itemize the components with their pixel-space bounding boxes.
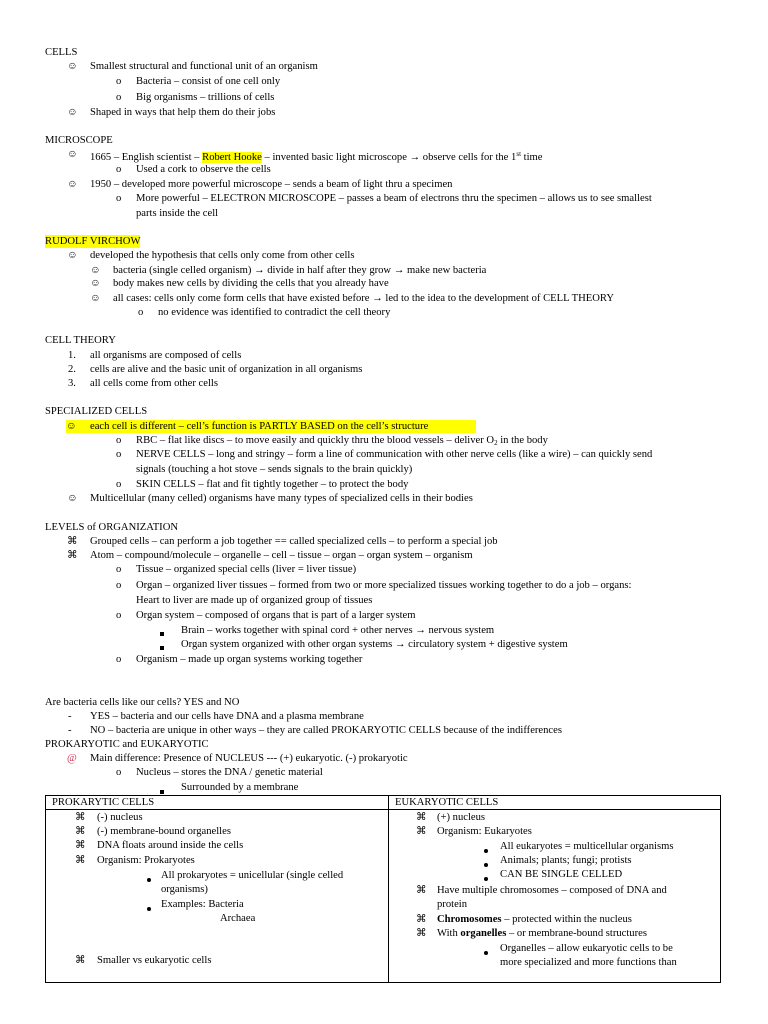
- euk-item: (+) nucleus: [437, 812, 486, 823]
- theory-item-2: cells are alive and the basic unit of organization in all organisms: [90, 364, 363, 375]
- command-key-icon: ⌘: [75, 826, 86, 837]
- prok-sub-item: Examples: Bacteria: [161, 899, 244, 910]
- levels-organism: Organism – made up organ systems working together: [136, 654, 363, 665]
- levels-organ-systems: Organ system organized with other organ systems → circulatory system + digestive system: [181, 639, 568, 650]
- euk-item: protein: [437, 899, 468, 910]
- prok-item: Organism: Prokaryotes: [97, 855, 195, 866]
- specialized-nerve-line1: NERVE CELLS – long and stringy – form a line of communication with other nerve cells (like a wire) – can quickly send: [136, 449, 653, 460]
- euk-sub-item: more specialized and more functions than: [500, 957, 677, 968]
- theory-item-3: all cells come from other cells: [90, 378, 218, 389]
- specialized-rbc: RBC – flat like discs – to move easily and quickly thru the blood vessels – deliver $O_2$ in the body: [136, 435, 548, 447]
- hollow-bullet-icon: o: [116, 610, 122, 621]
- levels-organ-line1: Organ – organized liver tissues – formed from two or more specialized tissues working together to do a job – organs:: [136, 580, 632, 591]
- smiley-icon: ☺: [90, 265, 101, 276]
- hollow-bullet-icon: o: [138, 307, 144, 318]
- prok-sub-item: organisms): [161, 884, 208, 895]
- levels-tissue: Tissue – organized special cells (liver = liver tissue): [136, 564, 357, 575]
- euk-sub-item: CAN BE SINGLE CELLED: [500, 869, 623, 880]
- euk-item: Have multiple chromosomes – composed of DNA and: [437, 885, 667, 896]
- bacteria-yes: YES – bacteria and our cells have DNA and a plasma membrane: [90, 711, 364, 722]
- euk-sub-item: Organelles – allow eukaryotic cells to be: [500, 943, 673, 954]
- prok-sub-item: All prokaryotes = unicellular (single celled: [161, 870, 344, 881]
- heading-prok-euk: PROKARYOTIC and EUKARYOTIC: [45, 739, 209, 750]
- cells-bullet-1: Smallest structural and functional unit of an organism: [90, 61, 318, 72]
- microscope-sub-2a-line2: parts inside the cell: [136, 208, 219, 219]
- prok-item: (-) membrane-bound organelles: [97, 826, 231, 837]
- virchow-sub-1b: body makes new cells by dividing the cells that you already have: [113, 278, 389, 289]
- virchow-sub-1c1: no evidence was identified to contradict the cell theory: [158, 307, 391, 318]
- cells-sub-1b: Big organisms – trillions of cells: [136, 92, 275, 103]
- command-key-icon: ⌘: [416, 928, 427, 939]
- theory-num-3: 3.: [68, 378, 76, 389]
- euk-item: Organism: Eukaryotes: [437, 826, 532, 837]
- heading-levels: LEVELS of ORGANIZATION: [45, 522, 178, 533]
- specialized-skin: SKIN CELLS – flat and fit tightly together – to protect the body: [136, 479, 409, 490]
- command-key-icon: ⌘: [416, 885, 427, 896]
- table-header-row: [46, 796, 721, 810]
- smiley-icon: ☺: [67, 493, 78, 504]
- hollow-bullet-icon: o: [116, 164, 122, 175]
- theory-num-1: 1.: [68, 350, 76, 361]
- bacteria-question: Are bacteria cells like our cells? YES and NO: [45, 697, 240, 708]
- command-key-icon: ⌘: [67, 550, 78, 561]
- prokeuk-main-difference: Main difference: Presence of NUCLEUS --- (+) eukaryotic. (-) prokaryotic: [90, 753, 408, 764]
- smiley-icon: ☺: [67, 61, 78, 72]
- smiley-icon: ☺: [67, 179, 78, 190]
- theory-num-2: 2.: [68, 364, 76, 375]
- cells-bullet-2: Shaped in ways that help them do their jobs: [90, 107, 276, 118]
- cells-sub-1a: Bacteria – consist of one cell only: [136, 76, 281, 87]
- dot-bullet-icon: [484, 946, 488, 959]
- euk-item-organelles: With organelles – or membrane-bound structures: [437, 928, 647, 939]
- command-key-icon: ⌘: [75, 840, 86, 851]
- comparison-table: [45, 795, 721, 983]
- prokeuk-nucleus: Nucleus – stores the DNA / genetic material: [136, 767, 323, 778]
- command-key-icon: ⌘: [75, 955, 86, 966]
- hollow-bullet-icon: o: [116, 435, 122, 446]
- heading-microscope: MICROSCOPE: [45, 135, 113, 146]
- euk-sub-item: All eukaryotes = multicellular organisms: [500, 841, 674, 852]
- levels-brain: Brain – works together with spinal cord + other nerves → nervous system: [181, 625, 495, 636]
- command-key-icon: ⌘: [416, 914, 427, 925]
- specialized-bullet-2: Multicellular (many celled) organisms have many types of specialized cells in their bodies: [90, 493, 473, 504]
- hollow-bullet-icon: o: [116, 564, 122, 575]
- at-bullet-icon: @: [67, 753, 77, 764]
- table-body-row: [46, 810, 721, 983]
- heading-cell-theory: CELL THEORY: [45, 335, 116, 346]
- prokeuk-membrane: Surrounded by a membrane: [181, 782, 299, 793]
- dot-bullet-icon: [147, 873, 151, 886]
- microscope-sub-2a-line1: More powerful – ELECTRON MICROSCOPE – passes a beam of electrons thru the specimen – allows us to see smallest: [136, 193, 652, 204]
- microscope-sub-1a: Used a cork to observe the cells: [136, 164, 271, 175]
- prok-item: (-) nucleus: [97, 812, 143, 823]
- smiley-icon: ☺: [90, 278, 101, 289]
- dot-bullet-icon: [484, 858, 488, 871]
- eukaryotic-cell: [389, 810, 721, 983]
- microscope-bullet-2: 1950 – developed more powerful microscope – sends a beam of light thru a specimen: [90, 179, 453, 190]
- prokaryotic-cell: [46, 810, 389, 983]
- prok-sub-item: Archaea: [220, 913, 256, 924]
- virchow-sub-1a: bacteria (single celled organism) → divide in half after they grow → make new bacteria: [113, 265, 487, 276]
- levels-organ-system: Organ system – composed of organs that is part of a larger system: [136, 610, 416, 621]
- smiley-icon: ☺: [67, 250, 78, 261]
- highlight-robert-hooke: Robert Hooke: [202, 152, 262, 163]
- hollow-bullet-icon: o: [116, 767, 122, 778]
- smiley-icon: ☺: [90, 293, 101, 304]
- levels-bullet-1: Grouped cells – can perform a job together == called specialized cells – to perform a special job: [90, 536, 498, 547]
- prok-item: Smaller vs eukaryotic cells: [97, 955, 212, 966]
- heading-virchow: RUDOLF VIRCHOW: [45, 236, 141, 247]
- levels-bullet-2: Atom – compound/molecule – organelle – cell – tissue – organ – organ system – organism: [90, 550, 473, 561]
- command-key-icon: ⌘: [75, 812, 86, 823]
- smiley-icon: ☺: [67, 149, 78, 160]
- dash-bullet: -: [68, 711, 72, 722]
- hollow-bullet-icon: o: [116, 580, 122, 591]
- specialized-bullet-1-highlight: ☺ each cell is different – cell’s function is PARTLY BASED on the cell’s structure: [66, 420, 476, 433]
- theory-item-1: all organisms are composed of cells: [90, 350, 242, 361]
- command-key-icon: ⌘: [67, 536, 78, 547]
- hollow-bullet-icon: o: [116, 449, 122, 460]
- euk-sub-item: Animals; plants; fungi; protists: [500, 855, 632, 866]
- hollow-bullet-icon: o: [116, 654, 122, 665]
- smiley-icon: ☺: [66, 421, 77, 432]
- bacteria-no: NO – bacteria are unique in other ways – they are called PROKARYOTIC CELLS because of the indifferences: [90, 725, 562, 736]
- virchow-sub-1c: all cases: cells only come form cells that have existed before → led to the idea to the development of CELL THEORY: [113, 293, 614, 304]
- hollow-bullet-icon: o: [116, 76, 122, 87]
- hollow-bullet-icon: o: [116, 92, 122, 103]
- microscope-bullet-1: 1665 – English scientist – Robert Hooke – invented basic light microscope → observe cells for the 1st time: [90, 150, 543, 163]
- table-header-prokaryotic: PROKARYTIC CELLS: [46, 796, 389, 810]
- command-key-icon: ⌘: [416, 812, 427, 823]
- dash-bullet: -: [68, 725, 72, 736]
- heading-specialized: SPECIALIZED CELLS: [45, 406, 148, 417]
- smiley-icon: ☺: [67, 107, 78, 118]
- hollow-bullet-icon: o: [116, 193, 122, 204]
- command-key-icon: ⌘: [75, 855, 86, 866]
- square-bullet-icon: [160, 627, 164, 640]
- dot-bullet-icon: [147, 902, 151, 915]
- table-header-eukaryotic: EUKARYOTIC CELLS: [389, 796, 721, 810]
- command-key-icon: ⌘: [416, 826, 427, 837]
- levels-organ-line2: Heart to liver are made up of organized group of tissues: [136, 595, 373, 606]
- virchow-bullet-1: developed the hypothesis that cells only come from other cells: [90, 250, 355, 261]
- dot-bullet-icon: [484, 844, 488, 857]
- specialized-nerve-line2: signals (touching a hot stove – sends signals to the brain quickly): [136, 464, 413, 475]
- hollow-bullet-icon: o: [116, 479, 122, 490]
- euk-item-chromosomes: Chromosomes – protected within the nucleus: [437, 914, 632, 925]
- prok-item: DNA floats around inside the cells: [97, 840, 244, 851]
- heading-cells: CELLS: [45, 47, 78, 58]
